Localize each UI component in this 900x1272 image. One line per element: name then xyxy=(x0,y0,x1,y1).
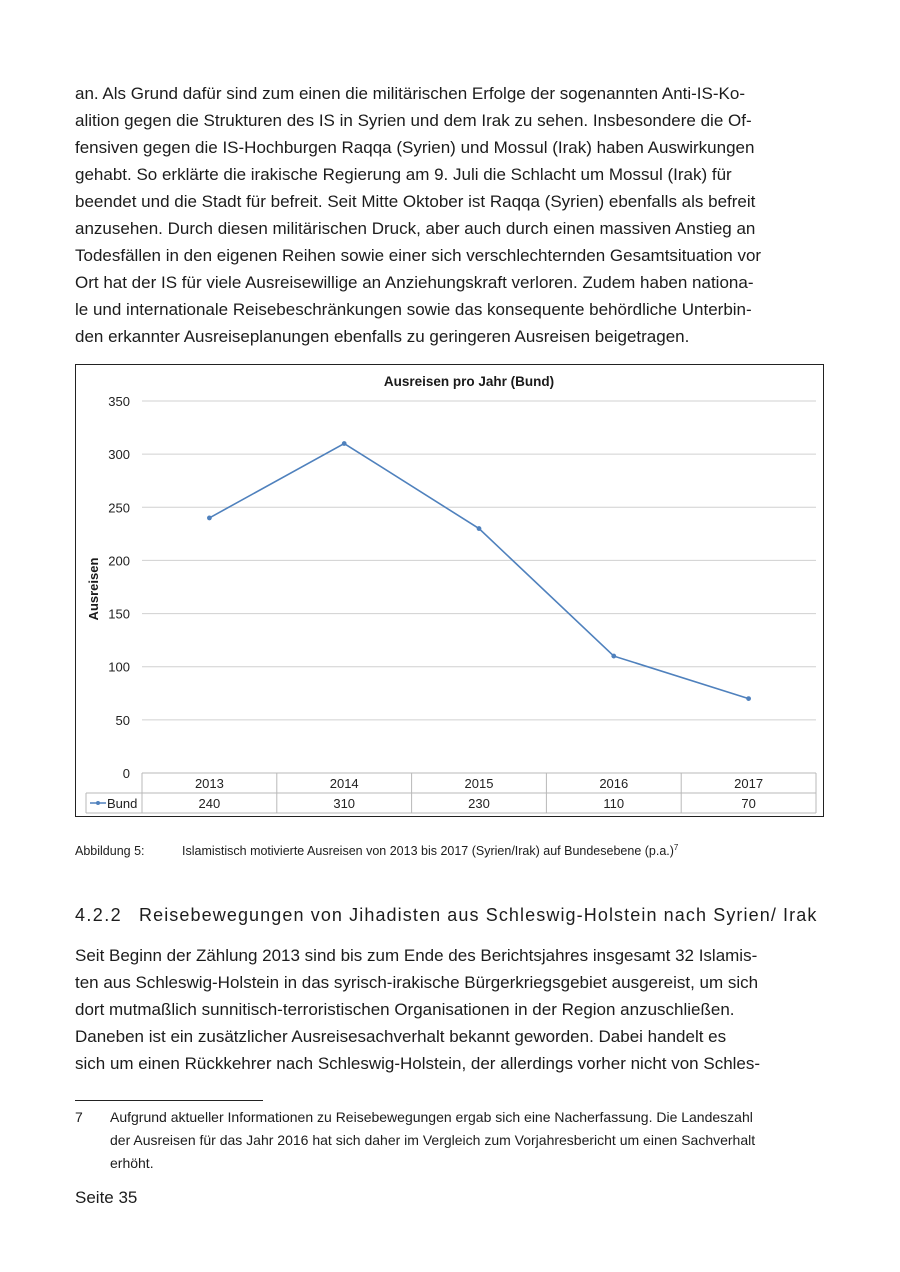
data-point xyxy=(207,516,212,521)
section-number: 4.2.2 xyxy=(75,905,123,925)
data-point xyxy=(611,654,616,659)
data-point xyxy=(746,696,751,701)
y-tick-label: 150 xyxy=(108,606,130,622)
caption-text: Islamistisch motivierte Ausreisen von 2013 bis 2017 (Syrien/Irak) auf Bundesebene (p.a.) xyxy=(182,844,674,859)
chart-figure xyxy=(75,364,824,817)
text-line: Daneben ist ein zusätzlicher Ausreisesachverhalt bekannt geworden. Dabei handelt es xyxy=(75,1027,727,1046)
legend-label: Bund xyxy=(107,796,138,811)
text-line: alition gegen die Strukturen des IS in Syrien und dem Irak zu sehen. Insbesondere die Of- xyxy=(75,111,752,130)
footnote-text xyxy=(110,1106,830,1175)
text-line: an. Als Grund dafür sind zum einen die militärischen Erfolge der sogenannten Anti-IS-Ko- xyxy=(75,84,745,103)
x-tick-label: 2016 xyxy=(599,776,629,791)
legend-swatch-marker xyxy=(96,801,100,805)
text-line: Ort hat der IS für viele Ausreisewillige an Anziehungskraft verloren. Zudem haben nationa- xyxy=(75,273,754,292)
x-tick-label: 2015 xyxy=(464,776,494,791)
text-line: anzusehen. Durch diesen militärischen Druck, aber auch durch einen massiven Anstieg an xyxy=(75,219,756,238)
y-tick-label: 200 xyxy=(108,553,130,569)
text-line: gehabt. So erklärte die irakische Regierung am 9. Juli die Schlacht um Mossul (Irak) für xyxy=(75,165,732,184)
data-table-value: 310 xyxy=(333,796,356,811)
y-tick-label: 250 xyxy=(108,500,130,516)
footnote-line: erhöht. xyxy=(110,1155,154,1171)
x-tick-label: 2017 xyxy=(734,776,764,791)
text-line: Todesfällen in den eigenen Reihen sowie einer sich verschlechternden Gesamtsituation vor xyxy=(75,246,762,265)
y-tick-label: 50 xyxy=(115,712,130,728)
text-line: ten aus Schleswig-Holstein in das syrisch-irakische Bürgerkriegsgebiet ausgereist, um sich xyxy=(75,973,759,992)
text-line: beendet und die Stadt für befreit. Seit Mitte Oktober ist Raqqa (Syrien) ebenfalls als befreit xyxy=(75,192,756,211)
data-point xyxy=(342,441,347,446)
y-tick-label: 0 xyxy=(122,766,130,781)
data-table-value: 230 xyxy=(468,796,490,811)
footnote-line: Aufgrund aktueller Informationen zu Reisebewegungen ergab sich eine Nacherfassung. Die Landeszahl xyxy=(110,1109,753,1125)
footnote-reference[interactable]: 7 xyxy=(673,843,679,852)
section-title: Reisebewegungen von Jihadisten aus Schleswig-Holstein nach Syrien/ Irak xyxy=(139,905,818,925)
data-table-value: 240 xyxy=(198,796,221,811)
y-tick-label: 350 xyxy=(108,394,130,409)
page-number: Seite 35 xyxy=(75,1188,138,1207)
y-axis-label: Ausreisen xyxy=(86,557,101,621)
x-tick-label: 2013 xyxy=(194,776,224,791)
footnote-divider xyxy=(75,1100,263,1101)
figure-caption xyxy=(75,840,678,859)
data-point xyxy=(477,526,482,531)
data-table-value: 110 xyxy=(603,796,625,811)
chart-title: Ausreisen pro Jahr (Bund) xyxy=(383,374,555,389)
text-line: sich um einen Rückkehrer nach Schleswig-Holstein, der allerdings vorher nicht von Schles- xyxy=(75,1054,761,1073)
x-tick-label: 2014 xyxy=(329,776,359,791)
y-tick-label: 100 xyxy=(108,659,130,675)
data-table-value: 70 xyxy=(741,796,756,811)
text-line: fensiven gegen die IS-Hochburgen Raqqa (Syrien) und Mossul (Irak) haben Auswirkungen xyxy=(75,138,755,157)
section-heading xyxy=(75,902,817,928)
footnote-number: 7 xyxy=(75,1109,83,1125)
caption-label: Abbildung 5: xyxy=(75,844,145,859)
text-line: dort mutmaßlich sunnitisch-terroristischen Organisationen in der Region anzuschließen. xyxy=(75,1000,735,1019)
y-tick-label: 300 xyxy=(108,447,130,463)
intro-paragraph xyxy=(75,80,825,350)
line-chart xyxy=(76,365,822,815)
text-line: Seit Beginn der Zählung 2013 sind bis zum Ende des Berichtsjahres insgesamt 32 Islamis- xyxy=(75,946,758,965)
footnote-line: der Ausreisen für das Jahr 2016 hat sich daher im Vergleich zum Vorjahresbericht um einen Sachverhalt xyxy=(110,1132,756,1148)
text-line: le und internationale Reisebeschränkungen sowie das konsequente behördliche Unterbin- xyxy=(75,300,752,319)
body-paragraph xyxy=(75,942,825,1077)
text-line: den erkannter Ausreiseplanungen ebenfalls zu geringeren Ausreisen beigetragen. xyxy=(75,327,690,346)
series-line xyxy=(209,444,748,699)
